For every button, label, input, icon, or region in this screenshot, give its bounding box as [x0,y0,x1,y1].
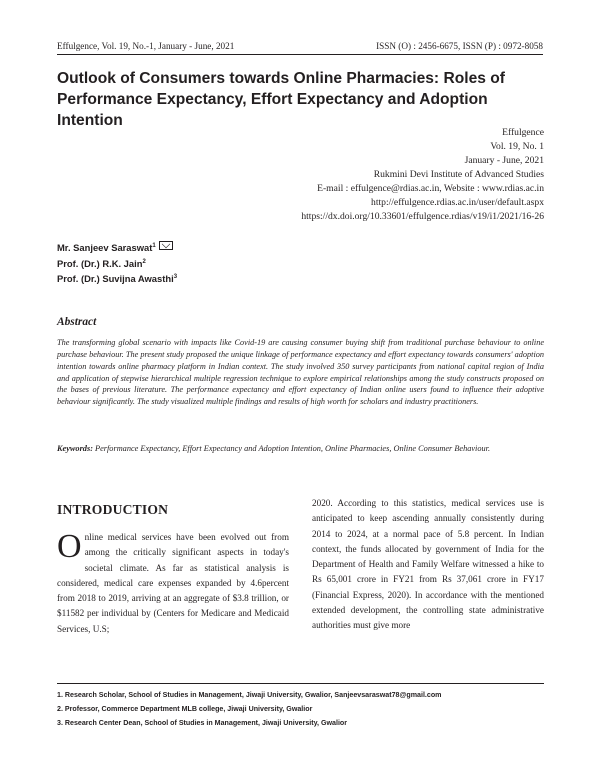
journal-url-link[interactable]: http://effulgence.rdias.ac.in/user/default.aspx [371,197,544,208]
abstract-text: The transforming global scenario with impacts like Covid-19 are causing consumer buying shift from traditional purchase behaviour to online purchase behaviour. The present study proposed the unique linkage of performance expectancy and effort expectancy towards consumers' adoption intention towards online pharmacy platform in Indian context. The study involved 350 survey participants from national capital region of India and application of stepwise hierarchical multiple regression technique to explore empirical relationships among the study constructs proposed on the bases of previous literature. The performance expectancy and effort expectancy of Indian online users found to influence their adoptive behaviour significantly. The study visualized multiple findings and results of high worth for scholars and industry practitioners. [57,338,544,407]
author-3: Prof. (Dr.) Suvijna Awasthi$^3$ [57,273,178,285]
paper-title: Outlook of Consumers towards Online Pharmacies: Roles of Performance Expectancy, Effort Expectancy and Adoption Intention [57,70,505,129]
journal-info-block [301,126,544,224]
running-header [57,41,543,57]
author-1: Mr. Sanjeev Saraswat$^1$ [57,240,177,256]
mail-icon[interactable] [159,241,173,250]
header-issn: ISSN (O) : 2456-6675, ISSN (P) : 0972-8058 [376,41,543,51]
journal-name: Effulgence [502,127,544,138]
footnote-1: 1. Research Scholar, School of Studies in Management, Jiwaji University, Gwalior, Sanjeevsaraswat78@gmail.com [57,691,442,699]
journal-doi-link[interactable]: https://dx.doi.org/10.33601/effulgence.rdias/v19/i1/2021/16-26 [301,211,544,222]
intro-left-column: Online medical services have been evolved out from among the critically significant aspects in today's societal climate. As far as statistical analysis is considered, medical care expenses expanded by 4.6percent from 2018 to 2019, arriving at an aggregate of $3.8 trillion, or $11582 per individual by (Centers for Medicare and Medicaid Services, U.S; [57,528,289,634]
intro-right-column: 2020. According to this statistics, medical services use is anticipated to keep ascending annually consistently during 2014 to 2024, at a normal pace of 5.8 percent. In Indian context, the funds allocated by government of India for the Department of Health and Family Welfare witnessed a hike to Rs 65,001 crore in FY21 from Rs 37,061 crore in FY17 (Financial Express, 2020). In accordance with the mentioned extended development, the controlling state administrative authorities must give more [312,498,544,631]
footnotes [57,689,557,730]
introduction-heading: INTRODUCTION [57,502,169,517]
footnote-rule [57,683,544,684]
drop-cap: O [57,528,82,565]
keywords-label: Keywords: [57,444,93,453]
keywords [57,443,544,455]
journal-institute: Rukmini Devi Institute of Advanced Studies [373,169,544,180]
abstract-heading: Abstract [57,316,97,328]
keywords-text: Performance Expectancy, Effort Expectancy and Adoption Intention, Online Pharmacies, Online Consumer Behaviour. [92,444,491,453]
journal-volume: Vol. 19, No. 1 [490,141,544,152]
header-journal-info: Effulgence, Vol. 19, No.-1, January - June, 2021 [57,41,235,51]
header-rule [57,54,543,55]
journal-date: January - June, 2021 [464,155,544,166]
footnote-3: 3. Research Center Dean, School of Studies in Management, Jiwaji University, Gwalior [57,718,348,727]
author-list [57,240,177,287]
author-2: Prof. (Dr.) R.K. Jain$^2$ [57,257,146,269]
journal-contact[interactable]: E-mail : effulgence@rdias.ac.in, Website : www.rdias.ac.in [317,183,544,194]
footnote-2: 2. Professor, Commerce Department MLB college, Jiwaji University, Gwalior [57,704,313,713]
